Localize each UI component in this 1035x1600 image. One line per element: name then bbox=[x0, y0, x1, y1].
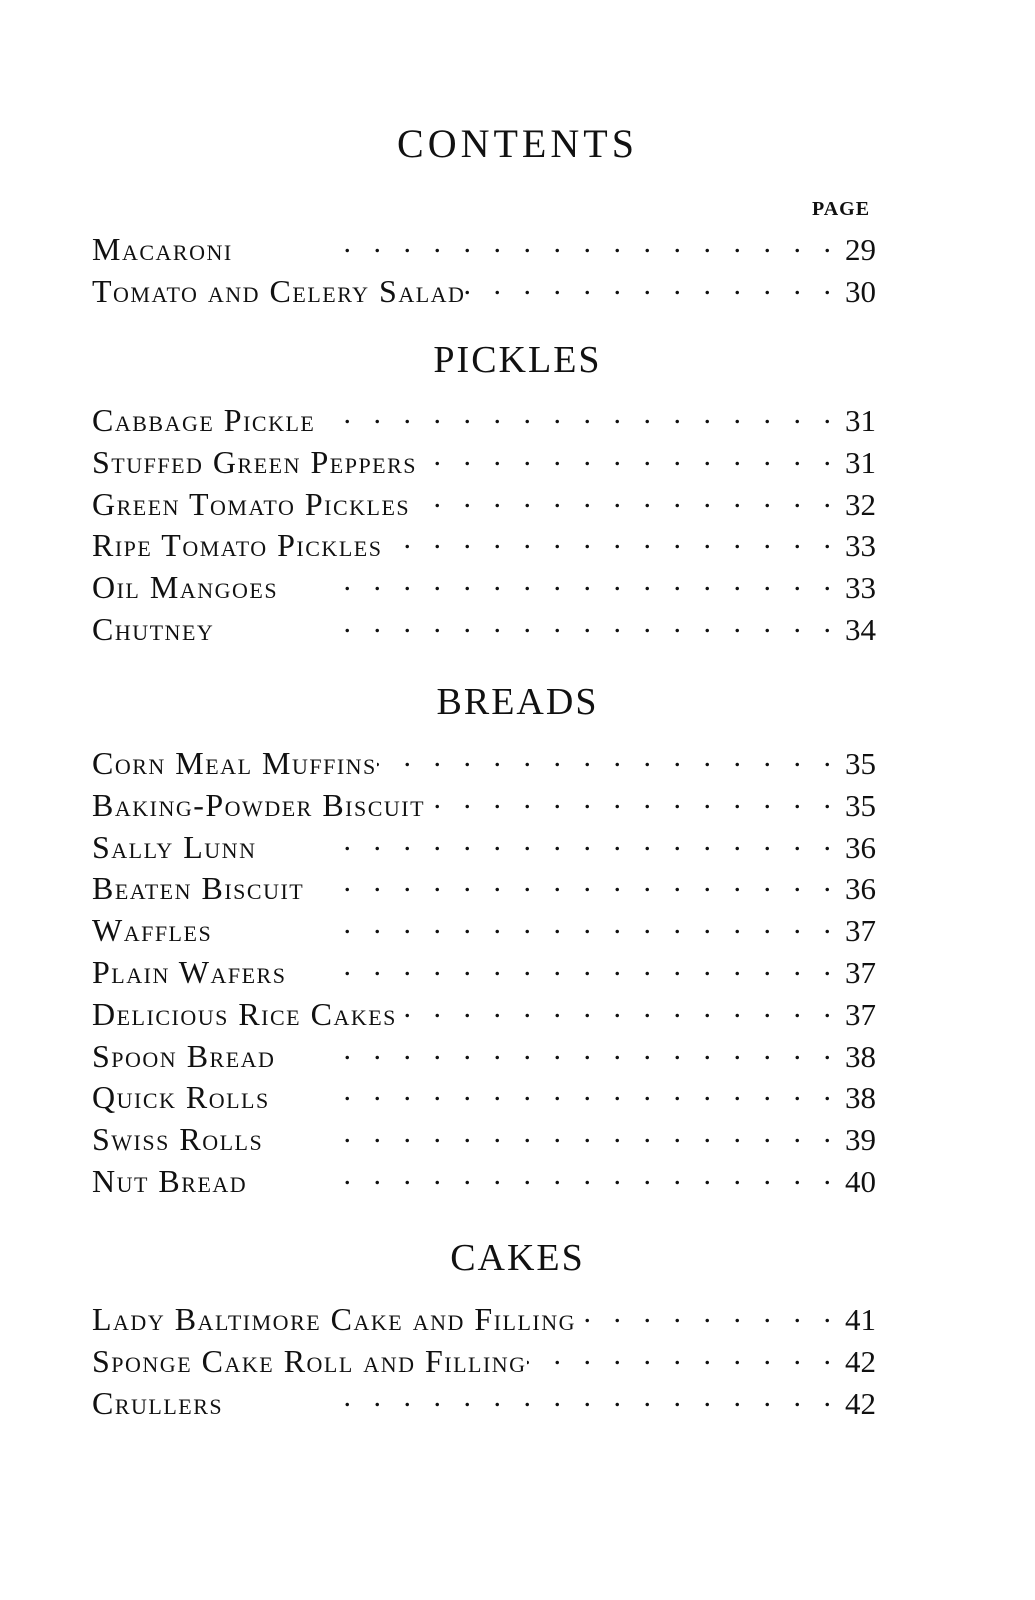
toc-entry-title: Lady Baltimore Cake and Filling bbox=[92, 1301, 577, 1337]
toc-entry-title: Sponge Cake Roll and Filling bbox=[92, 1342, 527, 1379]
dot-leader bbox=[576, 1296, 845, 1330]
toc-entry-page-number: 42 bbox=[845, 1385, 876, 1421]
toc-entry-page-number: 30 bbox=[845, 273, 876, 309]
toc-entry-page-number: 34 bbox=[845, 611, 876, 647]
dot-leader bbox=[263, 1116, 845, 1150]
toc-entry-page-number: 37 bbox=[845, 913, 876, 949]
toc-entry-page-number: 35 bbox=[845, 787, 876, 823]
toc-entry bbox=[92, 1074, 887, 1116]
toc-entry-title: Crullers bbox=[92, 1384, 224, 1421]
toc-list-breads bbox=[92, 740, 887, 1200]
toc-entry-page-number: 37 bbox=[845, 996, 876, 1032]
toc-entry bbox=[92, 740, 887, 782]
toc-entry bbox=[92, 1033, 887, 1075]
toc-entry-page-number: 29 bbox=[845, 232, 876, 267]
dot-leader bbox=[315, 397, 845, 431]
dot-leader bbox=[256, 824, 845, 858]
toc-entry-page-number: 31 bbox=[845, 444, 876, 480]
toc-entry bbox=[92, 782, 887, 824]
toc-entry bbox=[92, 564, 887, 606]
toc-list-misc bbox=[92, 226, 887, 310]
toc-entry bbox=[92, 226, 887, 268]
toc-entry-title: Green Tomato Pickles bbox=[92, 485, 411, 522]
toc-entry bbox=[92, 991, 887, 1033]
page-column-label: PAGE bbox=[812, 198, 871, 220]
toc-entry-title: Spoon Bread bbox=[92, 1037, 276, 1074]
toc-entry bbox=[92, 268, 887, 310]
dot-leader bbox=[527, 1338, 845, 1372]
toc-entry-page-number: 32 bbox=[845, 486, 876, 522]
toc-entry-title: Corn Meal Muffins bbox=[92, 745, 377, 781]
toc-entry-page-number: 35 bbox=[845, 746, 876, 781]
dot-leader bbox=[212, 907, 845, 941]
toc-entry-title: Cabbage Pickle bbox=[92, 402, 316, 438]
dot-leader bbox=[397, 991, 845, 1025]
toc-entry-title: Oil Mangoes bbox=[92, 569, 279, 606]
dot-leader bbox=[304, 865, 845, 899]
dot-leader bbox=[278, 564, 845, 598]
toc-entry-title: Delicious Rice Cakes bbox=[92, 995, 397, 1032]
dot-leader bbox=[425, 782, 845, 816]
toc-entry-page-number: 42 bbox=[845, 1343, 876, 1379]
toc-entry-title: Ripe Tomato Pickles bbox=[92, 527, 383, 564]
toc-entry-title: Plain Wafers bbox=[92, 953, 287, 990]
toc-entry bbox=[92, 1380, 887, 1422]
dot-leader bbox=[417, 439, 845, 473]
page-title: CONTENTS bbox=[397, 121, 638, 166]
section-heading-pickles: PICKLES bbox=[433, 339, 602, 381]
toc-entry bbox=[92, 949, 887, 991]
toc-entry-page-number: 37 bbox=[845, 954, 876, 990]
dot-leader bbox=[377, 740, 845, 774]
dot-leader bbox=[233, 226, 845, 260]
toc-entry bbox=[92, 824, 887, 866]
toc-entry-title: Nut Bread bbox=[92, 1162, 248, 1199]
toc-entry-title: Beaten Biscuit bbox=[92, 870, 305, 907]
dot-leader bbox=[465, 268, 845, 302]
dot-leader bbox=[382, 522, 845, 556]
toc-entry-page-number: 33 bbox=[845, 570, 876, 606]
toc-entry-title: Sally Lunn bbox=[92, 828, 257, 865]
toc-entry-title: Macaroni bbox=[92, 231, 233, 267]
toc-entry-page-number: 38 bbox=[845, 1038, 876, 1074]
toc-entry-title: Stuffed Green Peppers bbox=[92, 443, 418, 480]
toc-entry-title: Baking-Powder Biscuit bbox=[92, 786, 426, 823]
toc-entry-page-number: 40 bbox=[845, 1163, 876, 1199]
toc-entry-page-number: 41 bbox=[845, 1302, 876, 1337]
dot-leader bbox=[275, 1033, 845, 1067]
dot-leader bbox=[270, 1074, 845, 1108]
toc-entry bbox=[92, 907, 887, 949]
toc-entry-title: Waffles bbox=[92, 912, 213, 949]
dot-leader bbox=[410, 481, 845, 515]
toc-entry-title: Quick Rolls bbox=[92, 1079, 270, 1116]
toc-entry bbox=[92, 1296, 887, 1338]
toc-entry-title: Chutney bbox=[92, 610, 215, 647]
dot-leader bbox=[214, 606, 845, 640]
toc-entry bbox=[92, 606, 887, 648]
toc-list-pickles bbox=[92, 397, 887, 648]
dot-leader bbox=[247, 1158, 845, 1192]
dot-leader bbox=[286, 949, 845, 983]
toc-entry-page-number: 36 bbox=[845, 871, 876, 907]
toc-entry-page-number: 33 bbox=[845, 528, 876, 564]
dot-leader bbox=[223, 1380, 845, 1414]
toc-entry bbox=[92, 522, 887, 564]
toc-entry bbox=[92, 1158, 887, 1200]
toc-entry bbox=[92, 439, 887, 481]
toc-list-cakes bbox=[92, 1296, 887, 1421]
toc-entry bbox=[92, 1338, 887, 1380]
toc-entry-page-number: 39 bbox=[845, 1122, 876, 1158]
toc-entry-title: Swiss Rolls bbox=[92, 1121, 264, 1158]
toc-entry-title: Tomato and Celery Salad bbox=[92, 272, 466, 309]
section-heading-cakes: CAKES bbox=[450, 1237, 585, 1279]
toc-entry-page-number: 31 bbox=[845, 403, 876, 438]
toc-entry bbox=[92, 865, 887, 907]
toc-entry-page-number: 38 bbox=[845, 1080, 876, 1116]
section-heading-breads: BREADS bbox=[436, 681, 599, 723]
toc-entry-page-number: 36 bbox=[845, 829, 876, 865]
toc-entry bbox=[92, 1116, 887, 1158]
toc-entry bbox=[92, 397, 887, 439]
toc-entry bbox=[92, 481, 887, 523]
